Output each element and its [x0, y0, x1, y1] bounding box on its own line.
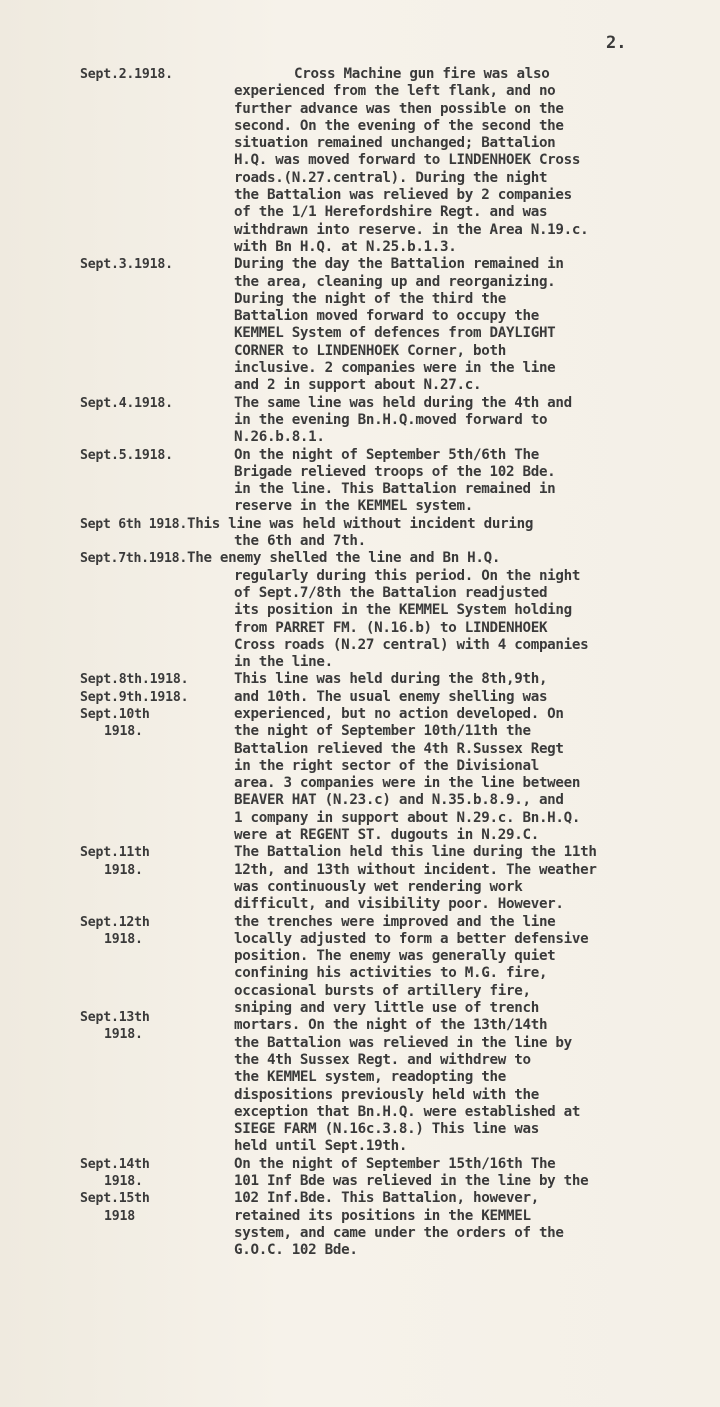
text-line: with Bn H.Q. at N.25.b.1.3. — [234, 238, 457, 255]
text-line: retained its positions in the KEMMEL — [234, 1207, 531, 1224]
text-line: in the evening Bn.H.Q.moved forward to — [234, 411, 548, 428]
text-line: dispositions previously held with the — [234, 1086, 539, 1103]
text-line: Cross Machine gun fire was also — [294, 66, 550, 82]
date-line: 1918. — [104, 931, 143, 947]
text-line: in the line. This Battalion remained in — [234, 481, 556, 498]
text-line: On the night of September 15th/16th The — [234, 1155, 556, 1172]
text-line: withdrawn into reserve. in the Area N.19.c. — [234, 221, 589, 238]
war-diary-entries — [0, 66, 720, 1259]
text-line: KEMMEL System of defences from DAYLIGHT — [234, 325, 556, 342]
date-line: Sept.5.1918. — [80, 447, 173, 463]
text-line: SIEGE FARM (N.16c.3.8.) This line was — [234, 1121, 539, 1138]
text-line: The Battalion held this line during the 11th — [234, 844, 597, 861]
text-line: exception that Bn.H.Q. were established at — [234, 1103, 581, 1120]
date-line: Sept.8th.1918. — [80, 672, 189, 688]
entry-date: Sept.7th.1918. — [80, 551, 187, 567]
diary-entry — [0, 516, 720, 551]
text-line: the night of September 10th/11th the — [234, 723, 531, 740]
text-line: G.O.C. 102 Bde. — [234, 1242, 358, 1259]
text-line: area. 3 companies were in the line between — [234, 775, 581, 792]
entry-date — [80, 256, 240, 273]
text-line: H.Q. was moved forward to LINDENHOEK Cross — [234, 152, 581, 169]
entry-text — [234, 66, 720, 256]
text-line: 1 company in support about N.29.c. Bn.H.Q. — [234, 809, 581, 826]
entry-date — [80, 844, 240, 879]
entry-text — [234, 671, 720, 844]
text-line: inclusive. 2 companies were in the line — [234, 360, 556, 377]
page-number: 2. — [606, 33, 627, 53]
entry-date — [80, 395, 240, 412]
entry-date — [80, 1190, 240, 1225]
text-line: Battalion relieved the 4th R.Sussex Regt — [234, 740, 564, 757]
text-line: second. On the evening of the second the — [234, 117, 564, 134]
date-line: 1918. — [104, 724, 143, 740]
text-line: the KEMMEL system, readopting the — [234, 1069, 506, 1086]
text-line: experienced, but no action developed. On — [234, 705, 564, 722]
text-line: This line was held without incident during — [186, 515, 534, 532]
diary-entry — [0, 447, 720, 516]
text-line: During the day the Battalion remained in — [234, 256, 564, 273]
text-line: experienced from the left flank, and no — [234, 83, 556, 100]
text-line: 12th, and 13th without incident. The weather — [234, 861, 597, 878]
text-line: 102 Inf.Bde. This Battalion, however, — [234, 1190, 539, 1207]
text-line: were at REGENT ST. dugouts in N.29.C. — [234, 827, 539, 844]
text-line: The enemy shelled the line and Bn H.Q. — [186, 550, 501, 567]
text-line: Cross roads (N.27 central) with 4 companies — [234, 636, 589, 653]
date-line: 1918. — [104, 1174, 143, 1189]
text-line: BEAVER HAT (N.23.c) and N.35.b.8.9., and — [234, 792, 564, 809]
entry-date — [80, 671, 240, 740]
date-line: Sept.15th — [80, 1191, 150, 1207]
text-line: mortars. On the night of the 13th/14th — [234, 1017, 548, 1034]
date-line: 1918 — [104, 1208, 135, 1224]
entry-date: Sept 6th 1918. — [80, 516, 187, 532]
entry-text — [234, 568, 720, 672]
diary-entry — [0, 66, 720, 256]
entry-text — [234, 1156, 720, 1260]
text-line: roads.(N.27.central). During the night — [234, 169, 548, 186]
text-line: and 10th. The usual enemy shelling was — [234, 688, 548, 705]
text-line: from PARRET FM. (N.16.b) to LINDENHOEK — [234, 619, 548, 636]
entry-text — [234, 447, 720, 516]
text-line: was continuously wet rendering work — [234, 878, 523, 895]
text-line: occasional bursts of artillery fire, — [234, 982, 531, 999]
text-line: the 6th and 7th. — [234, 533, 366, 550]
text-line: N.26.b.8.1. — [234, 429, 325, 446]
text-line: locally adjusted to form a better defensive — [234, 930, 589, 947]
text-line: held until Sept.19th. — [234, 1138, 408, 1155]
date-line: 1918. — [104, 1027, 143, 1042]
diary-entry — [0, 550, 720, 671]
text-line: regularly during this period. On the night — [234, 567, 581, 584]
text-line: system, and came under the orders of the — [234, 1224, 564, 1241]
date-line: Sept.9th.1918. — [80, 689, 189, 705]
text-line: further advance was then possible on the — [234, 100, 564, 117]
diary-entry — [0, 256, 720, 394]
text-line: the trenches were improved and the line — [234, 913, 556, 930]
text-line: position. The enemy was generally quiet — [234, 948, 556, 965]
date-line: Sept.3.1918. — [80, 257, 173, 273]
text-line: in the line. — [234, 654, 333, 671]
text-line: Brigade relieved troops of the 102 Bde. — [234, 463, 556, 480]
diary-entry — [0, 395, 720, 447]
date-line: Sept.12th — [80, 914, 150, 930]
text-line: difficult, and visibility poor. However. — [234, 896, 564, 913]
entry-text — [234, 533, 720, 550]
date-line: 1918. — [104, 862, 143, 878]
text-line: During the night of the third the — [234, 290, 506, 307]
text-line: On the night of September 5th/6th The — [234, 446, 539, 463]
diary-entry — [0, 671, 720, 844]
text-line: in the right sector of the Divisional — [234, 757, 539, 774]
text-line: and 2 in support about N.27.c. — [234, 377, 482, 394]
entry-text — [234, 256, 720, 394]
inline-date-line — [80, 516, 720, 533]
text-line: reserve in the KEMMEL system. — [234, 498, 474, 515]
entry-date — [80, 1009, 240, 1044]
entry-date — [80, 914, 240, 949]
text-line: The same line was held during the 4th and — [234, 394, 572, 411]
diary-entry — [0, 1156, 720, 1260]
text-line: the 4th Sussex Regt. and withdrew to — [234, 1051, 531, 1068]
date-line: Sept.13th — [80, 1009, 150, 1025]
text-line: its position in the KEMMEL System holding — [234, 602, 572, 619]
diary-entry — [0, 844, 720, 1155]
text-line: CORNER to LINDENHOEK Corner, both — [234, 342, 506, 359]
text-line: of the 1/1 Herefordshire Regt. and was — [234, 204, 548, 221]
date-line: Sept.4.1918. — [80, 395, 173, 411]
text-line: the area, cleaning up and reorganizing. — [234, 273, 556, 290]
text-line: 101 Inf Bde was relieved in the line by the — [234, 1173, 589, 1189]
date-line: Sept.2.1918. — [80, 67, 173, 82]
date-line: Sept.11th — [80, 845, 150, 861]
text-line: Battalion moved forward to occupy the — [234, 308, 539, 325]
text-line: the Battalion was relieved by 2 companies — [234, 187, 572, 204]
inline-date-line — [80, 550, 720, 567]
text-line: sniping and very little use of trench — [234, 1000, 539, 1017]
entry-date — [80, 447, 240, 464]
text-line: of Sept.7/8th the Battalion readjusted — [234, 584, 548, 601]
entry-date — [80, 66, 240, 83]
entry-text — [234, 395, 720, 447]
entry-date — [80, 1156, 240, 1191]
text-line: This line was held during the 8th,9th, — [234, 671, 548, 688]
text-line: the Battalion was relieved in the line by — [234, 1034, 572, 1051]
date-line: Sept.14th — [80, 1156, 150, 1172]
date-line: Sept.10th — [80, 706, 150, 722]
entry-text — [234, 844, 720, 1155]
text-line: situation remained unchanged; Battalion — [234, 135, 556, 152]
text-line: confining his activities to M.G. fire, — [234, 965, 548, 982]
